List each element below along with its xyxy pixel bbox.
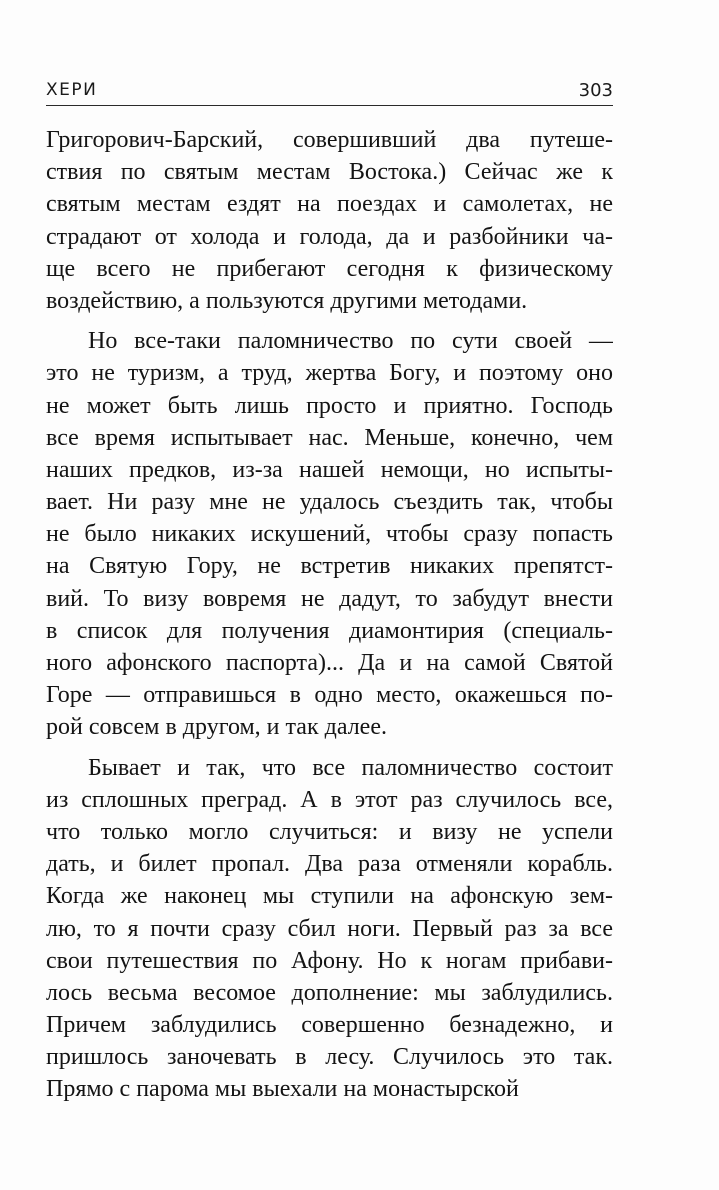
text-line: Причем заблудились совершенно безнадежно, и: [46, 1012, 613, 1039]
page-header: [46, 80, 613, 106]
text-line: святым местам ездят на поездах и самолетах, не: [46, 191, 613, 218]
text-line: Прямо с парома мы выехали на монастырской: [46, 1076, 519, 1103]
text-line: вий. То визу вовремя не дадут, то забудут внести: [46, 585, 613, 612]
text-line: Горе — отправишься в одно место, окажешься по-: [46, 682, 613, 709]
text-line: свои путешествия по Афону. Но к ногам прибави-: [46, 947, 613, 974]
header-rule: [46, 105, 613, 106]
text-line: воздействию, а пользуются другими методами.: [46, 287, 528, 314]
text-line: Но все-таки паломничество по сути своей —: [88, 328, 613, 355]
text-line: пришлось заночевать в лесу. Случилось это так.: [46, 1044, 613, 1071]
body-text: [46, 124, 613, 1114]
paragraph: [46, 124, 613, 317]
text-line: не может быть лишь просто и приятно. Господь: [46, 392, 613, 419]
text-line: это не туризм, а труд, жертва Богу, и поэтому оно: [46, 360, 613, 387]
text-line: Григорович-Барский, совершивший два путеше-: [46, 127, 613, 153]
text-line: все время испытывает нас. Меньше, конечно, чем: [46, 424, 613, 451]
text-line: Когда же наконец мы ступили на афонскую зем-: [46, 883, 613, 910]
text-line: лось весьма весомое дополнение: мы заблудились.: [46, 979, 613, 1006]
text-line: наших предков, из-за нашей немощи, но испыты-: [46, 456, 613, 483]
text-line: лю, то я почти сразу сбил ноги. Первый раз за все: [46, 915, 613, 942]
text-line: вает. Ни разу мне не удалось съездить так, чтобы: [46, 489, 613, 516]
text-line: Бывает и так, что все паломничество состоит: [88, 754, 613, 781]
paragraph: [46, 325, 613, 743]
text-line: страдают от холода и голода, да и разбойники ча-: [46, 223, 613, 250]
page-number: 303: [578, 80, 613, 101]
text-line: дать, и билет пропал. Два раза отменяли корабль.: [46, 851, 613, 878]
text-line: на Святую Гору, не встретив никаких препятст-: [46, 553, 613, 580]
text-line: не было никаких искушений, чтобы сразу попасть: [46, 521, 613, 548]
text-line: из сплошных преград. А в этот раз случилось все,: [46, 786, 613, 813]
running-head: ХЕРИ: [46, 80, 98, 100]
paragraph: [46, 752, 613, 1106]
text-line: что только могло случиться: и визу не успели: [46, 818, 613, 845]
text-line: ствия по святым местам Востока.) Сейчас же к: [46, 159, 613, 186]
text-line: ще всего не прибегают сегодня к физическому: [46, 255, 613, 282]
text-line: рой совсем в другом, и так далее.: [46, 714, 387, 741]
text-line: в список для получения диамонтирия (специаль-: [46, 617, 613, 644]
text-line: ного афонского паспорта)... Да и на самой Святой: [46, 650, 613, 676]
